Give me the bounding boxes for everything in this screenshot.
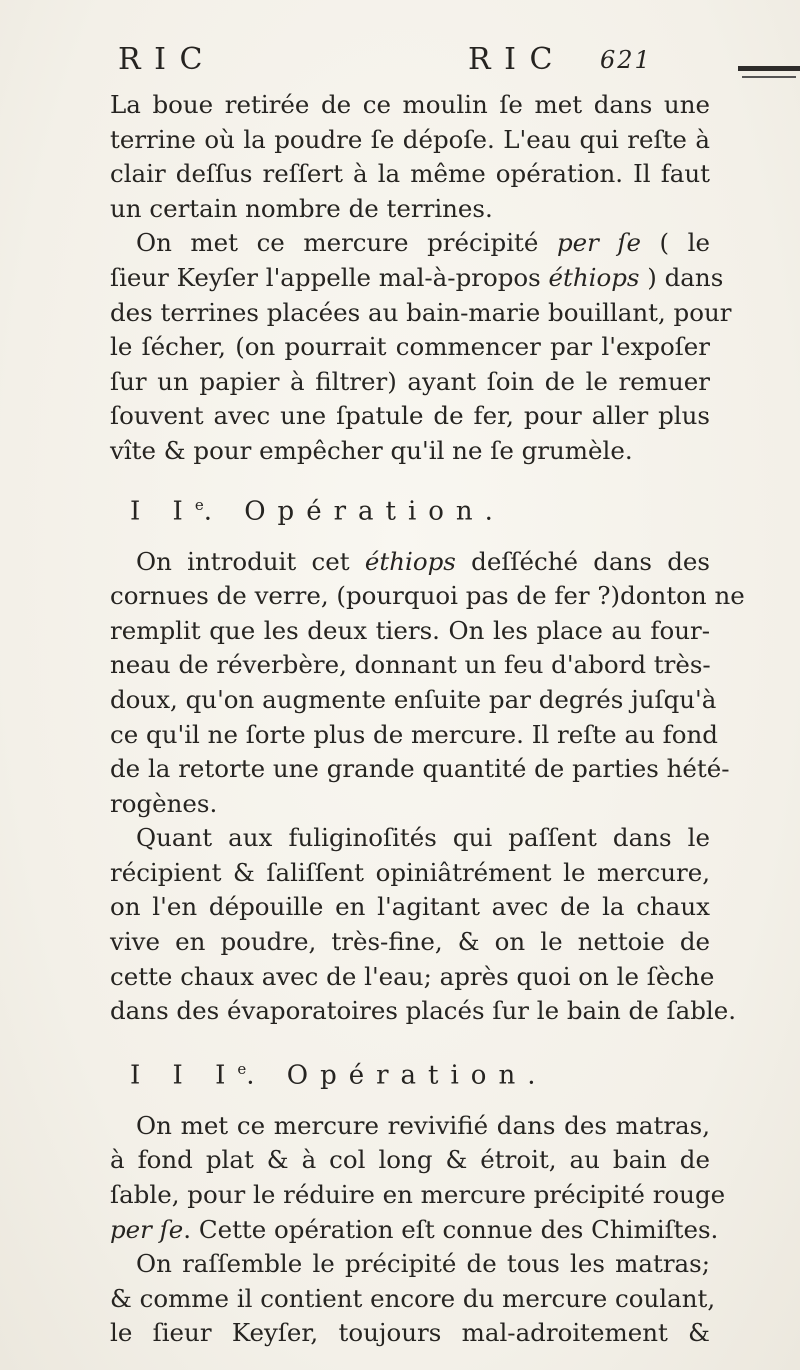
paragraph [110, 1109, 726, 1247]
text-line: ſur un papier à filtrer) ayant ſoin de le remuer [110, 366, 710, 396]
body-text [110, 88, 745, 1351]
text-line: de la retorte une grande quantité de parties hété- [110, 754, 730, 784]
running-header [118, 42, 768, 82]
section-heading [130, 487, 710, 527]
text-line: per ſe. Cette opération eſt connue des Chimiſtes. [110, 1214, 719, 1244]
text-line: on l'en dépouille en l'agitant avec de la chaux [110, 892, 710, 922]
paragraph [110, 226, 732, 468]
text-line: On introduit cet éthiops deſſéché dans des [136, 546, 710, 576]
section-heading [130, 1051, 710, 1091]
text-line: dans des évaporatoires placés ſur le bain de ſable. [110, 996, 736, 1026]
text-line: & comme il contient encore du mercure coulant, [110, 1283, 716, 1313]
text-line: cornues de verre, (pourquoi pas de fer ?)donton ne [110, 581, 745, 611]
text-line: récipient & ſaliſſent opiniâtrément le mercure, [110, 857, 710, 887]
header-left: R I C [118, 42, 205, 77]
text-line: doux, qu'on augmente enſuite par degrés juſqu'à [110, 684, 717, 714]
text-line: des terrines placées au bain-marie bouillant, pour [110, 297, 732, 327]
paragraph [110, 88, 710, 226]
heading-title: . Opération. [203, 496, 505, 527]
text-line: un certain nombre de terrines. [110, 193, 493, 223]
page-edge-mark-thin [742, 76, 796, 78]
heading-title: . Opération. [246, 1060, 548, 1091]
heading-numeral: I I [130, 496, 195, 527]
heading-suffix: e [237, 1059, 247, 1078]
text-line: rogènes. [110, 788, 218, 818]
heading-suffix: e [194, 495, 204, 514]
text-line: à fond plat & à col long & étroit, au bain de [110, 1145, 710, 1175]
text-line: le ſécher, (on pourrait commencer par l'expoſer [110, 332, 710, 362]
text-line: vîte & pour empêcher qu'il ne ſe grumèle. [110, 435, 633, 465]
page-edge-mark [738, 66, 800, 71]
text-line: remplit que les deux tiers. On les place au four- [110, 615, 710, 645]
text-line: On raſſemble le précipité de tous les matras; [136, 1249, 710, 1279]
text-line: clair deſſus reſſert à la même opération. Il faut [110, 159, 710, 189]
text-line: ſouvent avec une ſpatule de fer, pour aller plus [110, 401, 710, 431]
text-line: ſable, pour le réduire en mercure précipité rouge [110, 1180, 726, 1210]
text-line: On met ce mercure précipité per ſe ( le [136, 228, 711, 258]
text-line: terrine où la poudre ſe dépoſe. L'eau qui reſte à [110, 124, 710, 154]
header-center: R I C [468, 42, 555, 77]
paragraph [110, 821, 736, 1029]
page-number: 621 [600, 46, 652, 74]
heading-numeral: I I I [130, 1060, 238, 1091]
paragraph [110, 1247, 716, 1351]
text-line: vive en poudre, très-fine, & on le nettoie de [110, 927, 710, 957]
text-line: ſieur Keyſer l'appelle mal-à-propos éthiops ) dans [110, 262, 724, 292]
text-line: On met ce mercure revivifié dans des matras, [136, 1110, 710, 1140]
paragraph [110, 545, 745, 822]
text-line: ce qu'il ne ſorte plus de mercure. Il reſte au fond [110, 719, 718, 749]
text-line: neau de réverbère, donnant un feu d'abord très- [110, 650, 711, 680]
text-line: le ſieur Keyſer, toujours mal-adroitement & [110, 1318, 710, 1348]
text-line: La boue retirée de ce moulin ſe met dans une [110, 90, 710, 119]
text-line: Quant aux fuliginoſités qui paſſent dans le [136, 823, 710, 853]
text-line: cette chaux avec de l'eau; après quoi on le ſèche [110, 961, 715, 991]
